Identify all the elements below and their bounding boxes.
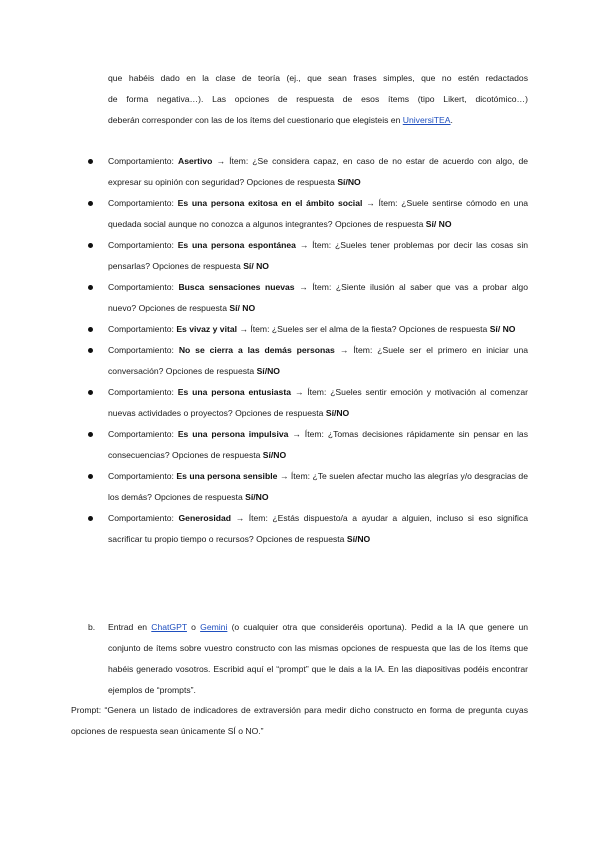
item-question: ¿Suele ser el primero en iniciar una conversación?: [108, 345, 528, 376]
arrow-item: → Ítem:: [290, 387, 331, 397]
arrow-item: → Ítem:: [295, 240, 335, 250]
item-question: ¿Sueles sentir emoción y motivación al comenzar nuevas actividades o proyectos?: [108, 387, 528, 418]
bullet-icon: [88, 243, 93, 248]
behavior-trait: Es una persona entusiasta: [177, 387, 291, 397]
list-item: [84, 277, 528, 319]
bullet-prefix: Comportamiento:: [108, 513, 179, 523]
bullet-icon: [88, 348, 93, 353]
bullet-prefix: Comportamiento:: [108, 324, 177, 334]
arrow-item: → Ítem:: [212, 156, 253, 166]
list-item: [84, 151, 528, 193]
arrow-item: → Ítem:: [237, 324, 272, 334]
bullet-prefix: Comportamiento:: [108, 240, 178, 250]
bullet-prefix: Comportamiento:: [108, 282, 179, 292]
item-question: ¿Se considera capaz, en caso de no estar de acuerdo con algo, de expresar su opinión con seguridad?: [108, 156, 529, 187]
answer-options: Sí/NO: [245, 492, 269, 502]
answer-options: Sí/ NO: [425, 219, 452, 229]
intro-paragraph: [108, 68, 528, 131]
list-item: [84, 424, 528, 466]
prompt-paragraph: Prompt: “Genera un listado de indicadores de extraversión para medir dicho constructo en forma de pregunta cuyas opciones de respuesta sean únicamente SÍ o NO.”: [71, 705, 528, 736]
universitea-link[interactable]: UniversiTEA: [402, 115, 451, 125]
arrow-item: → Ítem:: [231, 513, 273, 523]
item-question: ¿Te suelen afectar mucho las alegrías y/o desgracias de los demás?: [108, 471, 528, 502]
arrow-item: → Ítem:: [288, 429, 328, 439]
answer-options: Sí/ NO: [489, 324, 516, 334]
answer-options: Sí/NO: [337, 177, 361, 187]
intro-line-3: [108, 110, 528, 131]
section-b-text: [108, 617, 528, 701]
item-question: ¿Siente ilusión al saber que vas a probar algo nuevo?: [108, 282, 528, 313]
intro-line-1: que habéis dado en la clase de teoría (ej., que sean frases simples, que no estén redactados: [108, 73, 528, 83]
answer-options: Sí/ NO: [243, 261, 269, 271]
gemini-link[interactable]: Gemini: [200, 622, 228, 632]
answer-options: Sí/ NO: [229, 303, 256, 313]
item-question: ¿Sueles ser el alma de la fiesta?: [271, 324, 397, 334]
answer-prefix: Opciones de respuesta: [151, 492, 246, 502]
bullet-icon: [88, 285, 93, 290]
item-question: ¿Sueles tener problemas por decir las cosas sin pensarlas?: [108, 240, 529, 271]
behavior-item-list: [84, 151, 528, 550]
list-item: [84, 319, 528, 340]
behavior-trait: Generosidad: [178, 513, 232, 523]
bullet-prefix: Comportamiento:: [108, 345, 179, 355]
answer-prefix: Opciones de respuesta: [136, 303, 230, 313]
answer-prefix: Opciones de respuesta: [244, 177, 338, 187]
section-b-text-2: o: [186, 622, 201, 632]
answer-options: Sí/NO: [346, 534, 371, 544]
answer-prefix: Opciones de respuesta: [396, 324, 490, 334]
bullet-icon: [88, 432, 93, 437]
behavior-trait: Es una persona impulsiva: [177, 429, 289, 439]
chatgpt-link[interactable]: ChatGPT: [151, 622, 187, 632]
item-question: ¿Estás dispuesto/a a ayudar a alguien, incluso si eso significa sacrificar tu propio tiempo o recursos?: [108, 513, 528, 544]
bullet-prefix: Comportamiento:: [108, 471, 177, 481]
list-item: [84, 508, 528, 550]
list-item: [84, 340, 528, 382]
item-question: ¿Suele sentirse cómodo en una quedada social aunque no conozca a algunos integrantes?: [108, 198, 529, 229]
arrow-item: → Ítem:: [277, 471, 313, 481]
list-item: [84, 382, 528, 424]
item-question: ¿Tomas decisiones rápidamente sin pensar en las consecuencias?: [108, 429, 529, 460]
bullet-icon: [88, 390, 93, 395]
arrow-item: → Ítem:: [334, 345, 378, 355]
intro-line-2: de forma negativa…). Las opciones de respuesta de esos ítems (tipo Likert, dicotómico…): [108, 94, 528, 104]
answer-prefix: Opciones de respuesta: [150, 261, 244, 271]
bullet-icon: [88, 201, 93, 206]
behavior-trait: Es vivaz y vital: [176, 324, 237, 334]
bullet-prefix: Comportamiento:: [108, 198, 178, 208]
answer-prefix: Opciones de respuesta: [232, 408, 326, 418]
list-item: [84, 466, 528, 508]
bullet-icon: [88, 159, 93, 164]
section-b-label: b.: [88, 622, 96, 632]
bullet-prefix: Comportamiento:: [108, 156, 178, 166]
section-b: [84, 617, 528, 701]
answer-prefix: Opciones de respuesta: [253, 534, 347, 544]
answer-options: Sí/NO: [262, 450, 287, 460]
answer-options: Sí/NO: [325, 408, 350, 418]
behavior-trait: Es una persona espontánea: [177, 240, 296, 250]
answer-options: Sí/NO: [256, 366, 280, 376]
intro-line-3-text: deberán corresponder con las de los ítems del cuestionario que elegisteis en: [108, 115, 403, 125]
section-b-text-1: Entrad en: [108, 622, 152, 632]
answer-prefix: Opciones de respuesta: [332, 219, 426, 229]
arrow-item: → Ítem:: [294, 282, 336, 292]
section-b-text-3: (o cualquier otra que consideréis oportuna). Pedid a la IA que genere un conjunto de ítems sobre vuestro constructo con las mismas opciones de respuesta que las de los ítems que habéis generado vosotros. Escribid aquí el “prompt” que le dais a la IA. En las diapositivas podéis encontrar ejemplos de “prompts”.: [108, 622, 529, 695]
list-item: [84, 235, 528, 277]
behavior-trait: Es una persona sensible: [176, 471, 278, 481]
answer-prefix: Opciones de respuesta: [169, 450, 263, 460]
behavior-trait: Busca sensaciones nuevas: [178, 282, 295, 292]
bullet-icon: [88, 474, 93, 479]
bullet-prefix: Comportamiento:: [108, 429, 178, 439]
arrow-item: → Ítem:: [362, 198, 402, 208]
behavior-trait: Asertivo: [177, 156, 213, 166]
bullet-icon: [88, 327, 93, 332]
list-item: [84, 193, 528, 235]
bullet-icon: [88, 516, 93, 521]
bullet-prefix: Comportamiento:: [108, 387, 178, 397]
answer-prefix: Opciones de respuesta: [163, 366, 257, 376]
intro-line-3-end: .: [450, 115, 453, 125]
behavior-trait: No se cierra a las demás personas: [178, 345, 335, 355]
behavior-trait: Es una persona exitosa en el ámbito social: [177, 198, 363, 208]
